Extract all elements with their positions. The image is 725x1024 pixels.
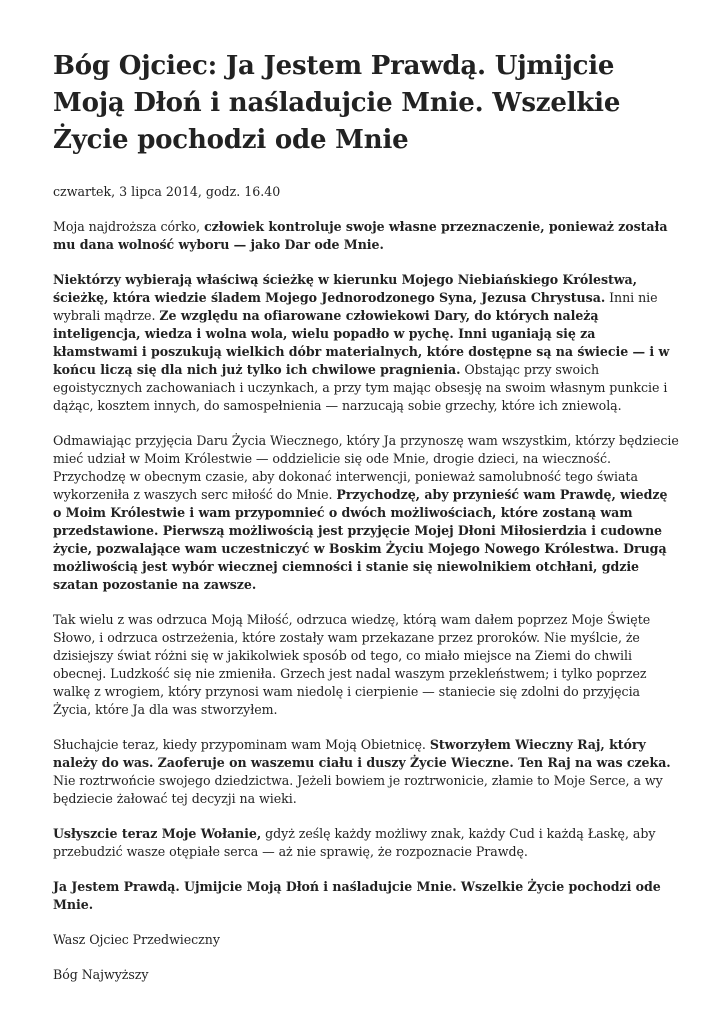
- paragraph-3: [53, 432, 679, 594]
- paragraph-7: [53, 878, 679, 914]
- paragraph-6-bold: Usłyszcie teraz Moje Wołanie,: [53, 826, 262, 841]
- paragraph-5-text-a: Słuchajcie teraz, kiedy przypominam wam Moją Obietnicę.: [53, 737, 430, 752]
- article: [53, 48, 679, 984]
- paragraph-3-bold: Przychodzę, aby przynieść wam Prawdę, wiedzę o Moim Królestwie i wam przypomnieć o dwóch możliwościach, które zostaną wam przedstawione. Pierwszą możliwością jest przyjęcie Mojej Dłoni Miłosierdzia i cudowne życie, pozwalające wam uczestniczyć w Boskim Życiu Mojego Nowego Królestwa. Drugą możliwością jest wybór wiecznej ciemności i stanie się niewolnikiem otchłani, gdzie szatan pozostanie na zawsze.: [53, 487, 668, 592]
- signature-line-1: Wasz Ojciec Przedwieczny: [53, 932, 220, 947]
- signature-line-2: Bóg Najwyższy: [53, 967, 149, 982]
- paragraph-2-text-d: Obstając przy swoich egoistycznych zachowaniach i uczynkach, a przy tym mając obsesję na swoim własnym punkcie i dążąc, kosztem innych, do samospełnienia — narzucają sobie grzechy, które ich zniewolą.: [53, 362, 668, 413]
- paragraph-7-bold: Ja Jestem Prawdą. Ujmijcie Moją Dłoń i naśladujcie Mnie. Wszelkie Życie pochodzi ode Mnie.: [53, 879, 661, 912]
- paragraph-5-text-c: Nie roztrwońcie swojego dziedzictwa. Jeżeli bowiem je roztrwonicie, złamie to Moje Serce, a wy będziecie żałować tej decyzji na wieki.: [53, 773, 663, 806]
- paragraph-1-bold: człowiek kontroluje swoje własne przeznaczenie, ponieważ została mu dana wolność wyboru — jako Dar ode Mnie.: [53, 219, 668, 252]
- article-date: czwartek, 3 lipca 2014, godz. 16.40: [53, 184, 281, 199]
- paragraph-6-text: gdyż ześlę każdy możliwy znak, każdy Cud i każdą Łaskę, aby przebudzić wasze otępiałe serca — aż nie sprawię, że rozpoznacie Prawdę.: [53, 826, 656, 859]
- paragraph-2-bold-a: Niektórzy wybierają właściwą ścieżkę w kierunku Mojego Niebiańskiego Królestwa, ścieżkę, która wiedzie śladem Mojego Jednorodzonego Syna, Jezusa Chrystusa.: [53, 272, 638, 305]
- paragraph-5: [53, 736, 679, 808]
- paragraph-2-text-b: Inni nie wybrali mądrze.: [53, 290, 658, 323]
- paragraph-2: [53, 271, 679, 415]
- paragraph-3-text: Odmawiając przyjęcia Daru Życia Wiecznego, który Ja przynoszę wam wszystkim, którzy będziecie mieć udział w Moim Królestwie — oddzielicie się ode Mnie, drogie dzieci, na wieczność. Przychodzę w obecnym czasie, aby dokonać interwencji, ponieważ samolubność tego świata wykorzeniła z waszych serc miłość do Mnie.: [53, 433, 679, 502]
- paragraph-5-bold: Stworzyłem Wieczny Raj, który należy do was. Zaoferuje on waszemu ciału i duszy Życie Wieczne. Ten Raj na was czeka.: [53, 737, 671, 770]
- paragraph-6: [53, 825, 679, 861]
- paragraph-1: [53, 218, 679, 254]
- paragraph-1-text: Moja najdroższa córko,: [53, 219, 205, 234]
- paragraph-2-bold-c: Ze względu na ofiarowane człowiekowi Dary, do których należą inteligencja, wiedza i wolna wola, wielu popadło w pychę. Inni uganiają się za kłamstwami i poszukują wielkich dóbr materialnych, które dostępne są na świecie — i w końcu liczą się dla nich już tylko ich chwilowe pragnienia.: [53, 308, 670, 377]
- article-title: Bóg Ojciec: Ja Jestem Prawdą. Ujmijcie Moją Dłoń i naśladujcie Mnie. Wszelkie Życie pochodzi ode Mnie: [53, 51, 621, 155]
- paragraph-4: Tak wielu z was odrzuca Moją Miłość, odrzuca wiedzę, którą wam dałem poprzez Moje Święte Słowo, i odrzuca ostrzeżenia, które zostały wam przekazane przez proroków. Nie myślcie, że dzisiejszy świat różni się w jakikolwiek sposób od tego, co miało miejsce na Ziemi do chwili obecnej. Ludzkość się nie zmieniła. Grzech jest nadal waszym przekleństwem; i tylko poprzez walkę z wrogiem, który przynosi wam niedolę i cierpienie — staniecie się zdolni do przyjęcia Życia, które Ja dla was stworzyłem.: [53, 612, 651, 717]
